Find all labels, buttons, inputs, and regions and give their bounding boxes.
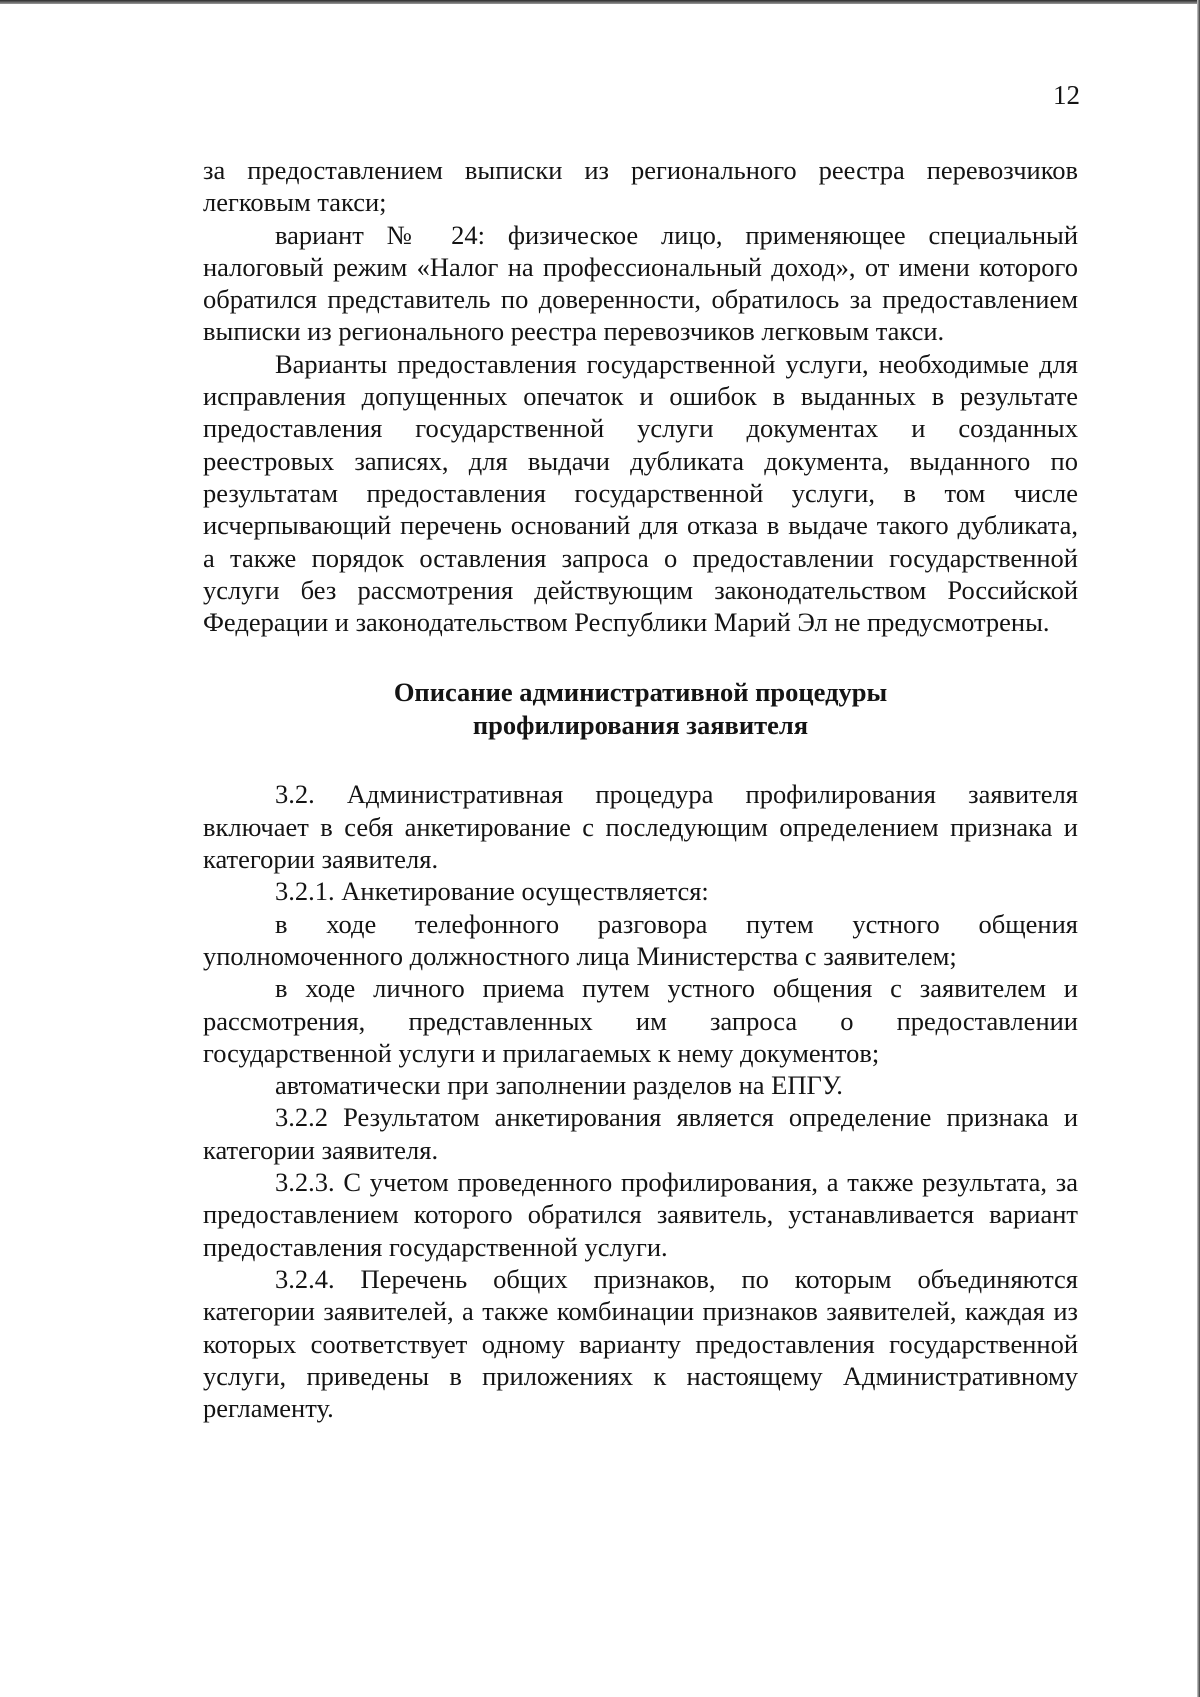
scan-edge-top bbox=[0, 0, 1200, 4]
paragraph: 3.2.1. Анкетирование осуществляется: bbox=[275, 876, 709, 907]
page-number: 12 bbox=[1053, 80, 1080, 110]
paragraph: 3.2. Административная процедура профилирования заявителя включает в себя анкетирование с последующим определением признака и категории заявителя. bbox=[203, 779, 1078, 875]
paragraph: автоматически при заполнении разделов на ЕПГУ. bbox=[275, 1070, 843, 1101]
paragraph: Варианты предоставления государственной услуги, необходимые для исправления допущенных опечаток и ошибок в выданных в результате предоставления государственной услуги документах и созданных реестровых записях, для выдачи дубликата документа, выданного по результатам предоставления государственной услуги, в том числе исчерпывающий перечень оснований для отказа в выдаче такого дубликата, а также порядок оставления запроса о предоставлении государственной услуги без рассмотрения действующим законодательством Российской Федерации и законодательством Республики Марий Эл не предусмотрены. bbox=[203, 348, 1078, 638]
section-heading-line: Описание административной процедуры bbox=[393, 677, 888, 708]
document-body bbox=[203, 154, 1078, 1424]
paragraph: 3.2.2 Результатом анкетирования является определение признака и категории заявителя. bbox=[203, 1102, 1078, 1165]
section-heading bbox=[203, 676, 1078, 741]
paragraph: 3.2.4. Перечень общих признаков, по которым объединяются категории заявителей, а также комбинации признаков заявителей, каждая из которых соответствует одному варианту предоставления государственной услуги, приведены в приложениях к настоящему Административному регламенту. bbox=[203, 1263, 1078, 1424]
section-heading-line: профилирования заявителя bbox=[472, 709, 809, 740]
paragraph: в ходе телефонного разговора путем устного общения уполномоченного должностного лица Министерства с заявителем; bbox=[203, 908, 1078, 971]
paragraph: вариант № 24: физическое лицо, применяющее специальный налоговый режим «Налог на профессиональный доход», от имени которого обратился представитель по доверенности, обратилось за предоставлением выписки из регионального реестра перевозчиков легковым такси. bbox=[203, 219, 1078, 347]
paragraph: 3.2.3. С учетом проведенного профилирования, а также результата, за предоставлением которого обратился заявитель, устанавливается вариант предоставления государственной услуги. bbox=[203, 1167, 1078, 1262]
paragraph: в ходе личного приема путем устного общения с заявителем и рассмотрения, представленных им запроса о предоставлении государственной услуги и прилагаемых к нему документов; bbox=[203, 973, 1078, 1068]
paragraph: за предоставлением выписки из регионального реестра перевозчиков легковым такси; bbox=[203, 155, 1078, 218]
